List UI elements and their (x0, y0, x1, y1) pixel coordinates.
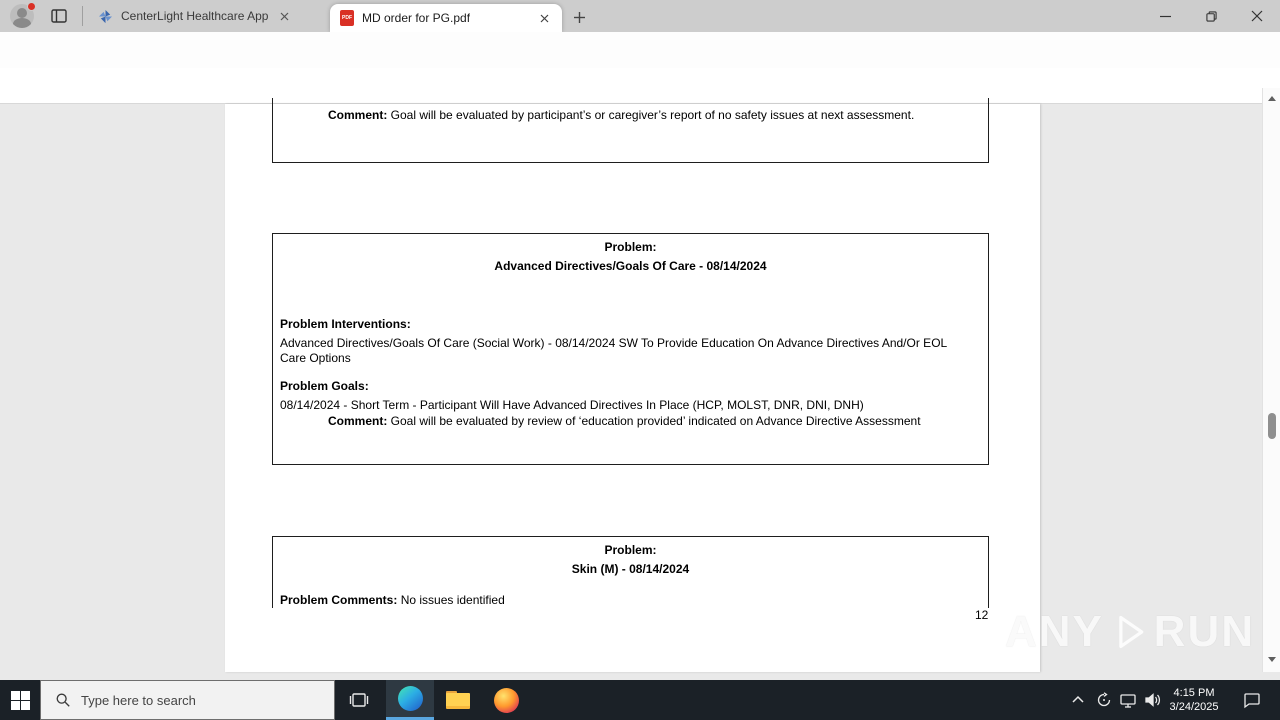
speaker-icon (1144, 692, 1162, 708)
minimize-button[interactable] (1142, 0, 1188, 32)
sync-circle-icon (1096, 692, 1112, 708)
clock-time: 4:15 PM (1173, 686, 1215, 699)
goals-label: Problem Goals: (280, 379, 369, 393)
edge-icon (398, 686, 423, 711)
goals-text: 08/14/2024 - Short Term - Participant Will Have Advanced Directives In Place (HCP, MOLST, DNR, DNI, DNH) (280, 398, 864, 412)
titlebar-divider (82, 6, 83, 26)
comment-paragraph (328, 108, 948, 123)
close-window-button[interactable] (1234, 0, 1280, 32)
tab-title: CenterLight Healthcare App (121, 9, 269, 23)
interventions-text: Advanced Directives/Goals Of Care (Social Work) - 08/14/2024 SW To Provide Education On Advance Directives And/Or EOL Care Options (280, 336, 947, 366)
watermark-left-text: ANY (1005, 607, 1104, 656)
profile-notification-dot (27, 2, 36, 11)
comment-label: Comment: (328, 108, 388, 122)
windows-taskbar (0, 680, 1280, 720)
action-center-button[interactable] (1232, 680, 1272, 720)
tray-update-button[interactable] (1092, 680, 1116, 720)
problem-title: Skin (M) - 08/14/2024 (571, 562, 690, 576)
taskbar-firefox-button[interactable] (482, 680, 530, 720)
pdf-page-number: 12 (975, 608, 989, 622)
comment-text: Goal will be evaluated by participant’s or caregiver’s report of no safety issues at next assessment. (387, 108, 915, 122)
file-explorer-icon (446, 691, 470, 709)
firefox-icon (494, 688, 519, 713)
pdf-favicon: PDF (340, 10, 354, 26)
new-tab-button[interactable] (568, 6, 590, 28)
problem-label: Problem: (604, 543, 657, 557)
tab-title: MD order for PG.pdf (362, 11, 471, 25)
browser-titlebar (0, 0, 1280, 32)
watermark-right-text: RUN (1153, 607, 1255, 656)
task-view-button[interactable] (335, 680, 383, 720)
scroll-up-icon[interactable] (1267, 94, 1277, 104)
pdf-page (225, 104, 1040, 672)
problem-comments-paragraph (280, 593, 505, 608)
goal-comment-paragraph (328, 414, 923, 429)
tab-actions-menu-icon[interactable] (50, 7, 68, 25)
search-placeholder: Type here to search (81, 692, 196, 708)
browser-navbar (0, 32, 1280, 68)
comment-text: Goal will be evaluated by review of ‘education provided’ indicated on Advance Directive Assessment (387, 414, 921, 428)
tab-close-icon[interactable] (276, 8, 292, 24)
tab-close-icon[interactable] (536, 10, 552, 26)
problem-comments-text: No issues identified (397, 593, 505, 607)
clock-date: 3/24/2025 (1169, 701, 1219, 713)
search-icon (55, 692, 71, 708)
restore-button[interactable] (1188, 0, 1234, 32)
network-icon (1119, 692, 1137, 708)
pdf-viewer[interactable] (0, 104, 1262, 672)
scroll-down-icon[interactable] (1267, 654, 1277, 664)
pdf-box-skin (272, 536, 989, 608)
interventions-label: Problem Interventions: (280, 317, 411, 331)
taskbar-explorer-button[interactable] (434, 680, 482, 720)
taskbar-search-box[interactable] (40, 680, 335, 720)
tray-network-button[interactable] (1116, 680, 1140, 720)
scrollbar-thumb[interactable] (1268, 413, 1276, 439)
comment-label: Comment: (328, 414, 388, 428)
taskbar-clock[interactable] (1163, 680, 1225, 720)
windows-logo-icon (11, 691, 30, 710)
problem-title: Advanced Directives/Goals Of Care - 08/14/2024 (494, 259, 767, 273)
taskbar-edge-button[interactable] (386, 680, 434, 720)
centerlight-favicon (98, 9, 113, 24)
start-button[interactable] (0, 680, 40, 720)
chevron-up-icon (1072, 695, 1084, 705)
problem-comments-label: Problem Comments: (280, 593, 398, 607)
tray-show-hidden-icons[interactable] (1066, 680, 1090, 720)
tab-centerlight[interactable] (88, 0, 320, 32)
pdf-box-advanced-directives (272, 233, 989, 465)
notification-icon (1243, 692, 1261, 709)
pdf-scrollbar[interactable] (1262, 88, 1280, 672)
tab-pdf[interactable] (330, 4, 562, 32)
pdf-box-comment (272, 98, 989, 163)
task-view-icon (349, 690, 369, 710)
problem-label: Problem: (604, 240, 657, 254)
